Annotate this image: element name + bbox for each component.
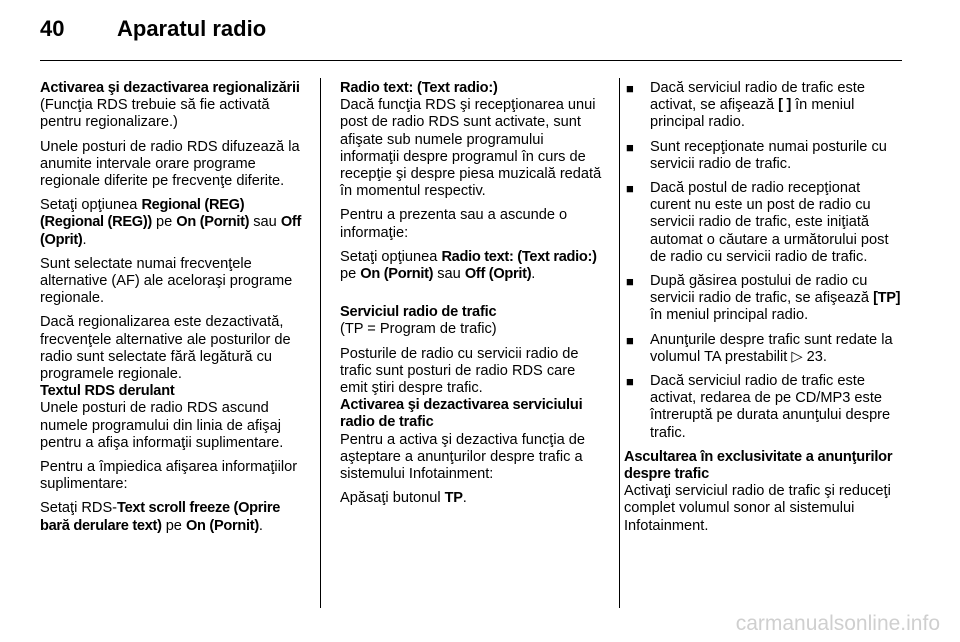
section-heading-traffic-toggle: Activarea şi dezactivarea serviciului radio de trafic (340, 397, 583, 431)
text-run: . (462, 490, 467, 507)
list-item (624, 373, 902, 442)
paragraph: (TP = Program de trafic) (340, 321, 497, 338)
text-run: . (531, 266, 536, 283)
text-run: . (82, 231, 87, 248)
text-run: sau (433, 266, 465, 283)
page-number: 40 (40, 16, 65, 41)
text-run: Anunţurile despre trafic sunt redate la volumul TA prestabilit (650, 331, 893, 365)
column-divider-1 (320, 78, 321, 608)
paragraph: Unele posturi de radio RDS ascund numele programului din linia de afişaj pentru a afişa informaţii suplimentare. (40, 400, 284, 451)
option-label: Regional (REG) (Regional (REG)) (40, 197, 245, 231)
paragraph: Pentru a activa şi dezactiva funcţia de aşteptare a anunţurilor despre trafic a sistemului Infotainment: (340, 431, 585, 483)
text-run: sau (249, 214, 281, 231)
section-heading-rds-scroll: Textul RDS derulant (40, 383, 175, 400)
bullet-square-icon: ■ (626, 374, 634, 390)
paragraph-instruction (340, 490, 602, 507)
paragraph-setting (40, 500, 302, 534)
column-2 (340, 80, 602, 514)
paragraph-setting (40, 197, 302, 249)
list-item (624, 180, 902, 266)
text-run: Apăsaţi butonul (340, 490, 445, 507)
paragraph: Activaţi serviciul radio de trafic şi reduceţi complet volumul sonor al sistemului Infotainment. (624, 483, 891, 534)
list-item (624, 273, 902, 325)
text-run: Setaţi opţiunea (40, 197, 142, 214)
text-run: Setaţi RDS- (40, 500, 118, 517)
paragraph: Pentru a împiedica afişarea informaţiilor suplimentare: (40, 459, 298, 493)
display-symbol: [ ] (778, 97, 792, 114)
text-run: Dacă serviciul radio de trafic este activat, se afişează (650, 80, 865, 114)
paragraph: (Funcţia RDS trebuie să fie activată pentru regionalizare.) (40, 97, 270, 131)
page-title: Aparatul radio (117, 16, 267, 41)
text-run: în meniul principal radio. (650, 97, 855, 131)
paragraph: Unele posturi de radio RDS difuzează la anumite intervale orare programe regionale diferite pe frecvenţe diferite. (40, 138, 300, 190)
spacer (340, 290, 602, 304)
bullet-list (624, 80, 902, 442)
list-item (624, 139, 902, 173)
paragraph: Pentru a prezenta sau a ascunde o informaţie: (340, 207, 568, 241)
text-run: Sunt recepţionate numai posturile cu servicii radio de trafic. (650, 138, 887, 172)
page-reference: ▷ 23. (791, 348, 827, 365)
paragraph: Dacă funcţia RDS şi recepţionarea unui post de radio RDS sunt activate, sunt afişate sub numele programului informaţii despre programul în curs de recepţie şi despre piesa muzicală redată în momentul respectiv. (340, 97, 602, 200)
paragraph: Posturile de radio cu servicii radio de trafic sunt posturi de radio RDS care emit ştiri despre trafic. (340, 345, 579, 397)
text-run: Setaţi opţiunea (340, 248, 442, 265)
bullet-square-icon: ■ (626, 181, 634, 197)
bullet-square-icon: ■ (626, 274, 634, 290)
paragraph-setting (340, 249, 602, 283)
option-value-on: On (Pornit) (360, 266, 434, 283)
text-run: pe (161, 517, 186, 534)
text-run: Dacă serviciul radio de trafic este activat, redarea de pe CD/MP3 este întreruptă pe durata anunţului despre trafic. (650, 373, 891, 441)
paragraph: Sunt selectate numai frecvenţele alternative (AF) ale aceloraşi programe regionale. (40, 255, 293, 307)
text-run: . (258, 517, 263, 534)
text-run: După găsirea postului de radio cu servicii radio de trafic, se afişează (650, 273, 874, 307)
list-item (624, 332, 902, 366)
column-1 (40, 80, 302, 542)
text-run: pe (151, 214, 177, 231)
section-heading-regionalization: Activarea şi dezactivarea regionalizării (40, 80, 300, 96)
section-heading-radio-text: Radio text: (Text radio:) (340, 80, 498, 96)
header-rule (40, 60, 902, 61)
text-run: Dacă postul de radio recepţionat curent nu este un post de radio cu servicii radio de trafic, este iniţiată automat o căutare a următorului post de radio cu servicii radio de trafic. (650, 180, 889, 265)
option-label: Text scroll freeze (Oprire bară derulare text) (40, 500, 281, 534)
text-run: în meniul principal radio. (650, 307, 809, 324)
section-heading-traffic-service: Serviciul radio de trafic (340, 304, 497, 321)
display-symbol: [TP] (873, 290, 901, 307)
option-label: Radio text: (Text radio:) (441, 248, 597, 265)
bullet-square-icon: ■ (626, 139, 634, 155)
bullet-square-icon: ■ (626, 332, 634, 348)
paragraph: Dacă regionalizarea este dezactivată, frecvenţele alternative ale posturilor de radio sunt selectate fără legătură cu programele regionale. (40, 314, 291, 383)
option-value-off: Off (Oprit) (464, 266, 532, 283)
option-value-off: Off (Oprit) (40, 214, 302, 248)
column-divider-2 (619, 78, 620, 608)
list-item (624, 80, 902, 132)
button-label-tp: TP (444, 490, 463, 507)
option-value-on: On (Pornit) (185, 517, 259, 534)
text-run: pe (340, 266, 361, 283)
column-3 (624, 80, 902, 542)
watermark: carmanualsonline.info (735, 612, 940, 635)
option-value-on: On (Pornit) (176, 214, 250, 231)
section-heading-exclusive-traffic: Ascultarea în exclusivitate a anunţurilor despre trafic (624, 448, 893, 483)
bullet-square-icon: ■ (626, 81, 634, 96)
